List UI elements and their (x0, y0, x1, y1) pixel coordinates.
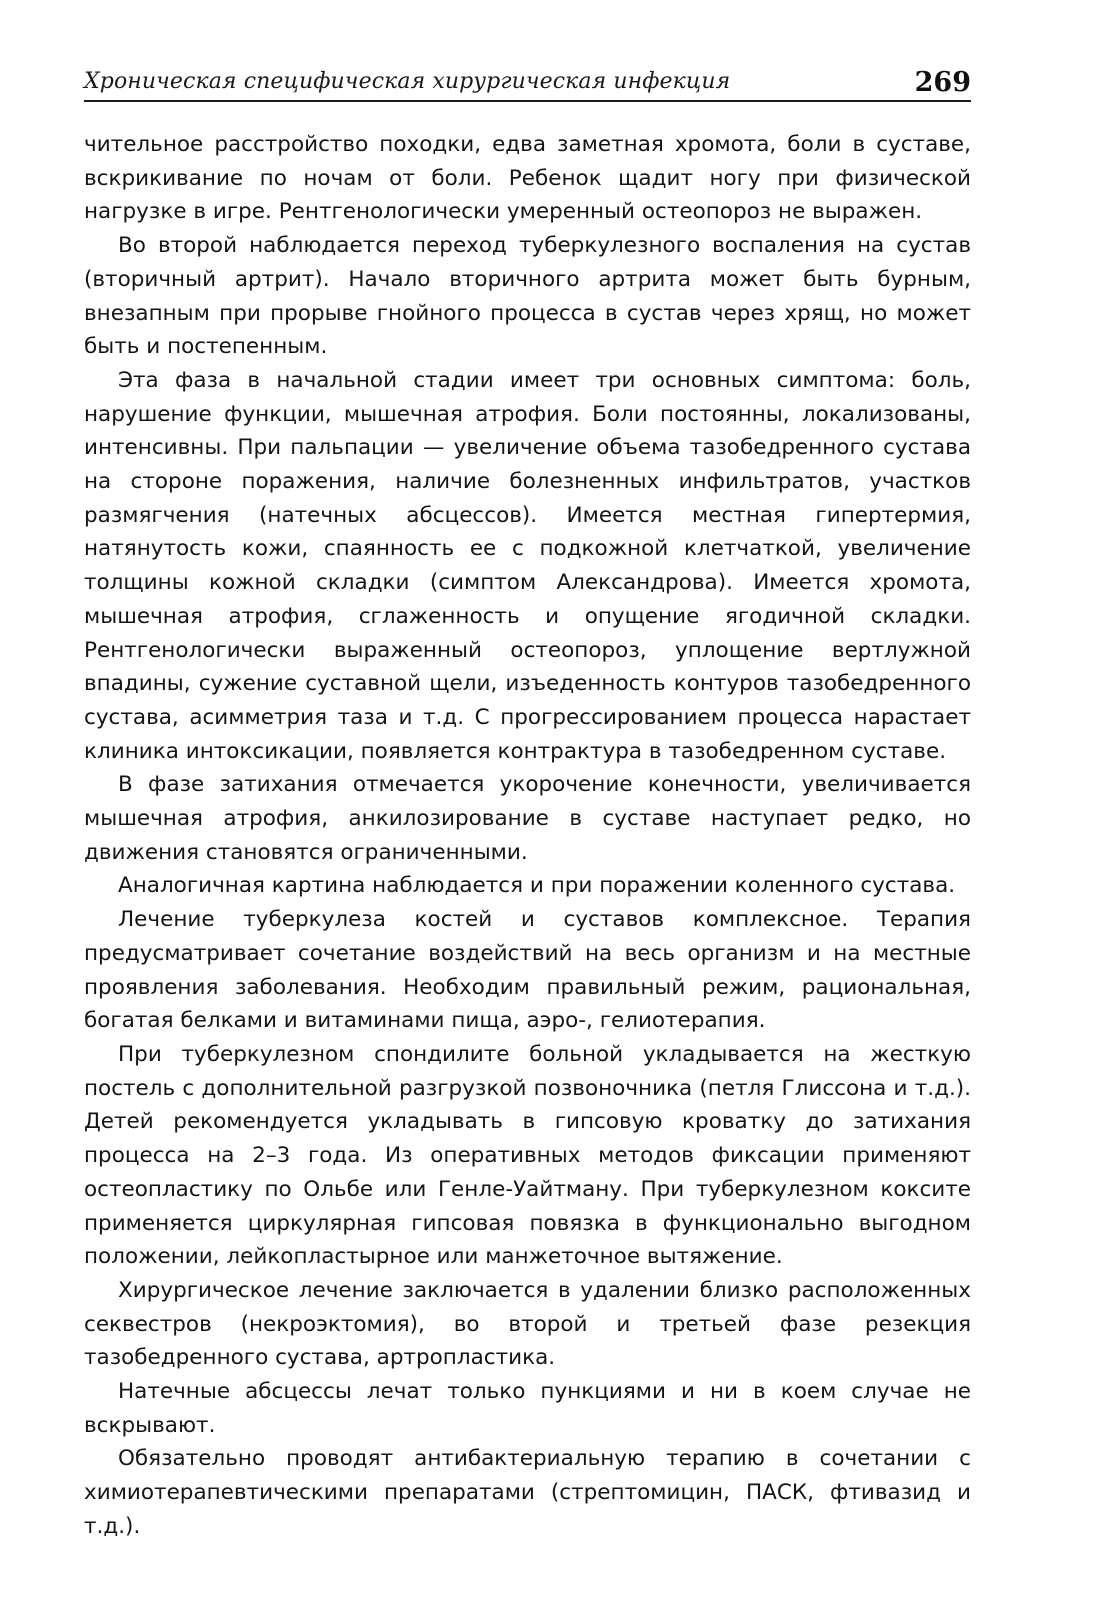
book-page (84, 52, 971, 1544)
paragraph-surgery: Хирургическое лечение заключается в удалении близко расположенных секвестров (некроэктомия), во второй и третьей фазе резекция тазобедренного сустава, артропластика. (84, 1277, 971, 1371)
running-header-title: Хроническая специфическая хирургическая инфекция (84, 69, 731, 94)
paragraph-abscesses: Натечные абсцессы лечат только пункциями и ни в коем случае не вскрывают. (84, 1379, 971, 1438)
running-header (84, 52, 971, 102)
paragraph-antibacterial: Обязательно проводят антибактериальную терапию в сочетании с химиотерапевтическими препаратами (стрептомицин, ПАСК, фтивазид и т.д.). (84, 1446, 971, 1539)
body-text (84, 128, 971, 1544)
paragraph-secondary-arthritis: Во второй наблюдается переход туберкулезного воспаления на сустав (вторичный артрит). Начало вторичного артрита может быть бурным, внезапным при прорыве гнойного процесса в сустав через хрящ, но может быть и постепенным. (84, 233, 971, 360)
paragraph-knee: Аналогичная картина наблюдается и при поражении коленного сустава. (118, 873, 956, 899)
page-number: 269 (914, 67, 971, 98)
paragraph-phase-symptoms: Эта фаза в начальной стадии имеет три основных симптома: боль, нарушение функции, мышечная атрофия. Боли постоянны, локализованы, интенсивны. При пальпации — увеличение объема тазобедренного сустава на стороне поражения, наличие болезненных инфильтратов, участков размягчения (натечных абсцессов). Имеется местная гипертермия, натянутость кожи, спаянность ее с подкожной клетчаткой, увеличение толщины кожной складки (симптом Александрова). Имеется хромота, мышечная атрофия, сглаженность и опущение ягодичной складки. Рентгенологически выраженный остеопороз, уплощение вертлужной впадины, сужение суставной щели, изъеденность контуров тазобедренного сустава, асимметрия таза и т.д. С прогрессированием процесса нарастает клиника интоксикации, появляется контрактура в тазобедренном суставе. (84, 367, 971, 764)
paragraph-treatment: Лечение туберкулеза костей и суставов комплексное. Терапия предусматривает сочетание воздействий на весь организм и на местные проявления заболевания. Необходим правильный режим, рациональная, богатая белками и витаминами пища, аэро-, гелиотерапия. (84, 907, 971, 1034)
paragraph-remission-phase: В фазе затихания отмечается укорочение конечности, увеличивается мышечная атрофия, анкилозирование в суставе наступает редко, но движения становятся ограниченными. (84, 772, 971, 865)
paragraph-continued: чительное расстройство походки, едва заметная хромота, боли в суставе, вскрикивание по ночам от боли. Ребенок щадит ногу при физической нагрузке в игре. Рентгенологически умеренный остеопороз не выражен. (84, 132, 971, 225)
paragraph-spondylitis: При туберкулезном спондилите больной укладывается на жесткую постель с дополнительной разгрузкой позвоночника (петля Глиссона и т.д.). Детей рекомендуется укладывать в гипсовую кроватку до затихания процесса на 2–3 года. Из оперативных методов фиксации применяют остеопластику по Ольбе или Генле-Уайтману. При туберкулезном коксите применяется циркулярная гипсовая повязка в функционально выгодном положении, лейкопластырное или манжеточное вытяжение. (84, 1041, 971, 1270)
